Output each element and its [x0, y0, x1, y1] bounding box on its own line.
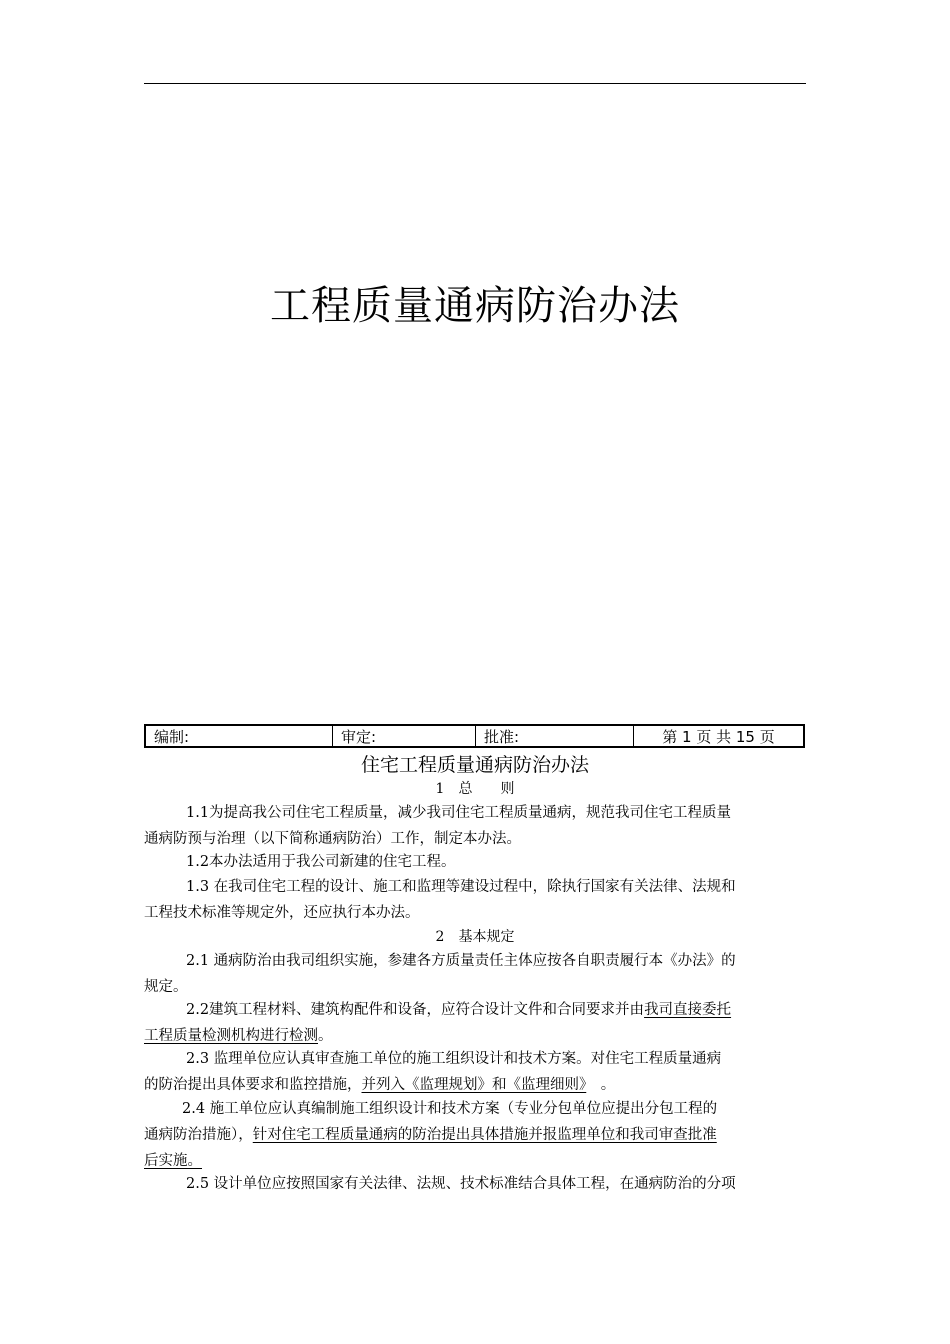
paragraph-2-4-line-2 [144, 1122, 806, 1148]
paragraph-2-4 [144, 1096, 806, 1174]
page-info-cell: 第 1 页 共 15 页 [662, 727, 775, 746]
paragraph-1-3-line-1: 1.3 在我司住宅工程的设计、施工和监理等建设过程中，除执行国家有关法律、法规和 [186, 879, 736, 895]
compile-cell: 编制: [146, 726, 333, 746]
underlined-text: 我司直接委托 [644, 1002, 732, 1018]
paragraph-2-5-line-1: 2.5 设计单位应按照国家有关法律、法规、技术标准结合具体工程，在通病防治的分项 [186, 1176, 736, 1192]
paragraph-1-3 [144, 874, 806, 926]
underlined-text: 后实施。 [144, 1153, 202, 1169]
review-cell: 审定: [333, 726, 476, 746]
paragraph-1-1 [144, 800, 806, 852]
paragraph-1-1-line-1: 1.1为提高我公司住宅工程质量，减少我司住宅工程质量通病，规范我司住宅工程质量 [186, 805, 732, 821]
underlined-text: 针对住宅工程质量通病的防治提出具体措施并报监理单位和我司审查批准 [252, 1127, 717, 1143]
paragraph-2-2 [144, 997, 806, 1049]
paragraph-2-5 [144, 1171, 806, 1197]
paragraph-2-2-text: 2.2建筑工程材料、建筑构配件和设备，应符合设计文件和合同要求并由 [186, 1002, 645, 1018]
paragraph-1-2 [144, 849, 806, 875]
approve-cell: 批准: [476, 726, 634, 746]
paragraph-2-2-end: 。 [318, 1028, 333, 1044]
section-heading-general: 1 总 则 [435, 781, 515, 797]
paragraph-1-3-line-2: 工程技术标准等规定外，还应执行本办法。 [144, 905, 420, 921]
paragraph-2-2-line-1 [144, 997, 806, 1023]
document-title: 住宅工程质量通病防治办法 [360, 754, 589, 776]
cover-title: 工程质量通病防治办法 [270, 283, 680, 329]
underlined-text: 并列入《监理规划》和《监理细则》 [361, 1077, 587, 1093]
paragraph-2-3 [144, 1046, 806, 1098]
paragraph-2-3-line-2 [144, 1072, 806, 1098]
paragraph-1-2-line-1: 1.2本办法适用于我公司新建的住宅工程。 [186, 854, 456, 870]
section-heading-basic: 2 基本规定 [435, 929, 515, 945]
paragraph-2-3-text: 的防治提出具体要求和监控措施， [144, 1077, 362, 1093]
paragraph-1-1-line-2: 通病防预与治理（以下简称通病防治）工作，制定本办法。 [144, 831, 521, 847]
paragraph-2-3-end: 。 [586, 1077, 616, 1093]
header-rule [144, 83, 806, 84]
paragraph-2-4-line-1: 2.4 施工单位应认真编制施工组织设计和技术方案（专业分包单位应提出分包工程的 [182, 1101, 718, 1117]
paragraph-2-3-line-1: 2.3 监理单位应认真审查施工单位的施工组织设计和技术方案。对住宅工程质量通病 [186, 1051, 722, 1067]
paragraph-2-1-line-2: 规定。 [144, 979, 188, 995]
signature-table [144, 724, 805, 748]
paragraph-2-1 [144, 948, 806, 1000]
paragraph-2-1-line-1: 2.1 通病防治由我司组织实施，参建各方质量责任主体应按各自职责履行本《办法》的 [186, 953, 736, 969]
paragraph-2-4-text: 通病防治措施）， [144, 1127, 253, 1143]
underlined-text: 工程质量检测机构进行检测 [144, 1028, 318, 1044]
